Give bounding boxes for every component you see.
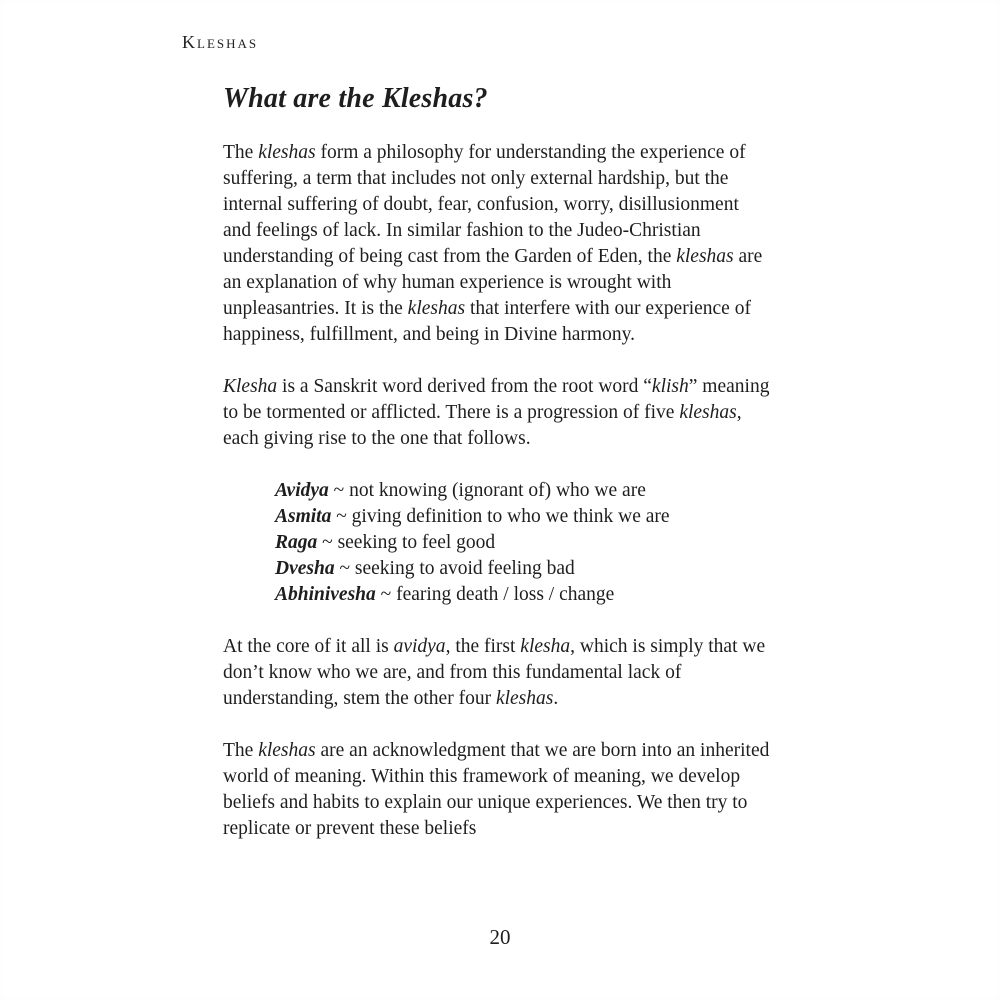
- list-item-avidya: Avidya ~ not knowing (ignorant of) who we are: [275, 480, 646, 501]
- paragraph-avidya-core: At the core of it all is avidya, the first klesha, which is simply that we don’t know who we are, and from this fundamental lack of understanding, stem the other four kleshas.: [223, 636, 766, 709]
- list-item-dvesha: Dvesha ~ seeking to avoid feeling bad: [275, 558, 575, 579]
- paragraph-inherited-meaning: The kleshas are an acknowledgment that we are born into an inherited world of meaning. Within this framework of meaning, we develop beliefs and habits to explain our unique experiences. We then try to replicate or prevent these beliefs: [223, 740, 770, 839]
- body-text-column: [223, 140, 771, 868]
- paragraph-intro: The kleshas form a philosophy for understanding the experience of suffering, a term that includes not only external hardship, but the internal suffering of doubt, fear, confusion, worry, disillusionment and feelings of lack. In similar fashion to the Judeo-Christian understanding of being cast from the Garden of Eden, the kleshas are an explanation of why human experience is wrought with unpleasantries. It is the kleshas that interfere with our experience of happiness, fulfillment, and being in Divine harmony.: [223, 142, 763, 345]
- list-item-asmita: Asmita ~ giving definition to who we think we are: [275, 506, 670, 527]
- klesha-definition-list: [275, 478, 771, 608]
- list-item-raga: Raga ~ seeking to feel good: [275, 532, 496, 553]
- chapter-title: What are the Kleshas?: [223, 83, 488, 114]
- paragraph-etymology: Klesha is a Sanskrit word derived from the root word “klish” meaning to be tormented or afflicted. There is a progression of five kleshas, each giving rise to the one that follows.: [223, 376, 770, 449]
- list-item-abhinivesha: Abhinivesha ~ fearing death / loss / change: [275, 584, 615, 605]
- running-header: Kleshas: [182, 32, 259, 52]
- page-number: 20: [489, 925, 511, 949]
